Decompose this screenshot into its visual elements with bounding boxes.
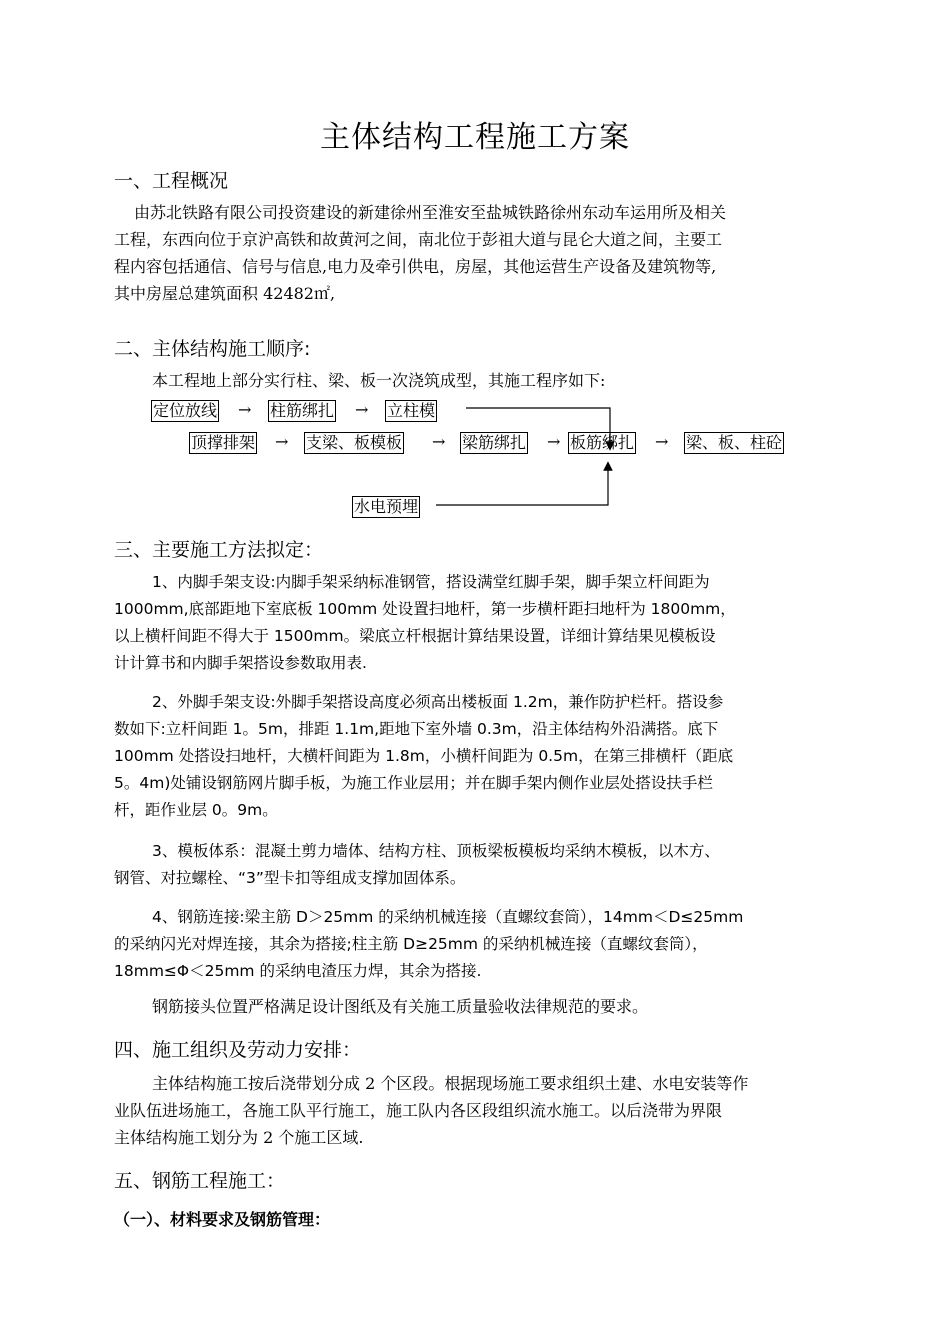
flow-step-beam-slab-formwork: 支梁、板模板	[306, 433, 403, 452]
flow-arrow: →	[355, 400, 369, 419]
text-line: 杆，距作业层 0。9m。	[114, 801, 278, 819]
flow-arrow: →	[547, 432, 561, 451]
text-line: 以上横杆间距不得大于 1500mm。梁底立杆根据计算结果设置，详细计算结果见模板设	[114, 627, 716, 645]
flow-step-column-formwork: 立柱模	[387, 401, 436, 420]
section-5-subheading: （一）、材料要求及钢筋管理：	[114, 1210, 331, 1229]
connector-mep-to-slab-rebar	[436, 466, 608, 505]
text-line: 3、模板体系：混凝土剪力墙体、结构方柱、顶板梁板模板均采纳木模板，以木方、	[152, 842, 720, 860]
document-title: 主体结构工程施工方案	[320, 120, 630, 155]
text-line: 1、内脚手架支设:内脚手架采纳标准钢管，搭设满堂红脚手架，脚手架立杆间距为	[152, 573, 710, 591]
text-line: 业队伍进场施工，各施工队平行施工，施工队内各区段组织流水施工。以后浇带为界限	[114, 1101, 723, 1120]
section-4-body	[114, 1070, 864, 1151]
section-4-heading: 四、施工组织及劳动力安排：	[114, 1039, 362, 1061]
text-line: 2、外脚手架支设:外脚手架搭设高度必须高出楼板面 1.2m，兼作防护栏杆。搭设参	[152, 693, 724, 711]
text-line: 1000mm,底部距地下室底板 100mm 处设置扫地杆，第一步横杆距扫地杆为 1800mm，	[114, 600, 736, 618]
text-line: 其中房屋总建筑面积 42482㎡,	[114, 284, 336, 303]
flow-step-mep-embedding: 水电预埋	[354, 497, 419, 516]
text-line: 主体结构施工划分为 2 个施工区域.	[114, 1128, 364, 1147]
section-2-intro: 本工程地上部分实行柱、梁、板一次浇筑成型，其施工程序如下:	[152, 371, 606, 390]
flow-step-column-rebar: 柱筋绑扎	[270, 401, 335, 420]
text-line: 100mm 处搭设扫地杆，大横杆间距为 1.8m，小横杆间距为 0.5m，在第三排横杆（距底	[114, 747, 734, 765]
section-1-body	[114, 199, 864, 307]
flow-step-slab-rebar: 板筋绑扎	[570, 433, 635, 452]
text-line: 钢管、对拉螺栓、“3”型卡扣等组成支撑加固体系。	[114, 869, 466, 887]
section-3-item-4	[114, 904, 864, 985]
flow-arrow: →	[275, 432, 289, 451]
flow-arrow: →	[432, 432, 446, 451]
text-line: 工程，东西向位于京沪高铁和故黄河之间，南北位于彭祖大道与昆仑大道之间，主要工	[114, 230, 723, 249]
text-line: 5。4m)处铺设钢筋网片脚手板，为施工作业层用；并在脚手架内侧作业层处搭设扶手栏	[114, 774, 713, 792]
text-line: 由苏北铁路有限公司投资建设的新建徐州至淮安至盐城铁路徐州东动车运用所及相关	[134, 203, 727, 222]
section-5-heading: 五、钢筋工程施工：	[114, 1170, 286, 1192]
text-line: 的采纳闪光对焊连接，其余为搭接;柱主筋 D≥25mm 的采纳机械连接（直螺纹套筒），	[114, 935, 708, 953]
text-line: 计计算书和内脚手架搭设参数取用表.	[114, 654, 367, 672]
flow-arrow: →	[655, 432, 669, 451]
flow-step-positioning: 定位放线	[153, 401, 218, 420]
section-2-heading: 二、主体结构施工顺序:	[114, 338, 311, 360]
text-line: 4、钢筋连接:梁主筋 D＞25mm 的采纳机械连接（直螺纹套筒），14mm＜D≤25mm	[152, 908, 744, 926]
text-line: 18mm≤Φ＜25mm 的采纳电渣压力焊，其余为搭接.	[114, 962, 482, 980]
flow-arrow: →	[238, 400, 252, 419]
section-3-item-1	[114, 569, 864, 677]
text-line: 主体结构施工按后浇带划分成 2 个区段。根据现场施工要求组织土建、水电安装等作	[152, 1074, 749, 1093]
section-3-heading: 三、主要施工方法拟定：	[114, 539, 324, 561]
section-3-item-2	[114, 689, 864, 824]
section-1-heading: 一、工程概况	[114, 170, 229, 192]
section-3-item-3	[114, 838, 864, 892]
text-line: 数如下:立杆间距 1。5m，排距 1.1m,距地下室外墙 0.3m，沿主体结构外沿满搭。底下	[114, 720, 719, 738]
section-3-note: 钢筋接头位置严格满足设计图纸及有关施工质量验收法律规范的要求。	[152, 997, 649, 1016]
flow-step-concrete-pour: 梁、板、柱砼	[686, 433, 783, 452]
text-line: 程内容包括通信、信号与信息,电力及牵引供电，房屋，其他运营生产设备及建筑物等,	[114, 257, 717, 276]
flow-step-shoring: 顶撑排架	[191, 433, 256, 452]
flow-step-beam-rebar: 梁筋绑扎	[462, 433, 527, 452]
